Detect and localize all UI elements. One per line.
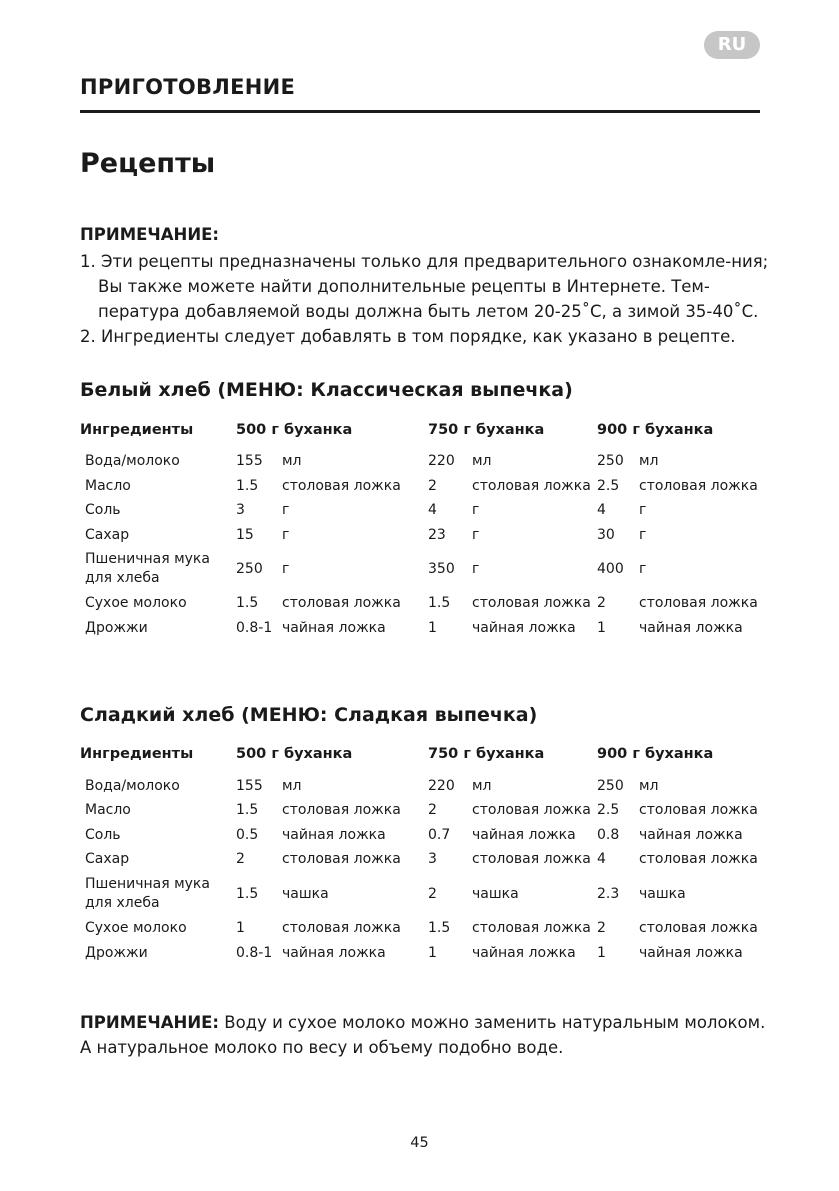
unit-900g: столовая ложка	[639, 920, 758, 936]
ingredient-name: Вода/молоко	[85, 778, 180, 794]
unit-750g: г	[472, 527, 480, 543]
unit-900g: чайная ложка	[639, 620, 743, 636]
unit-750g: г	[472, 502, 480, 518]
unit-750g: чайная ложка	[472, 620, 576, 636]
quantity-900g: 400	[597, 561, 624, 577]
quantity-500g: 15	[236, 527, 254, 543]
column-header-900g: 900 г буханка	[597, 422, 714, 438]
column-header-900g: 900 г буханка	[597, 746, 714, 762]
unit-500g: г	[282, 527, 290, 543]
section-divider	[80, 110, 760, 113]
quantity-500g: 2	[236, 851, 245, 867]
unit-900g: чайная ложка	[639, 945, 743, 961]
quantity-900g: 250	[597, 453, 624, 469]
quantity-750g: 350	[428, 561, 455, 577]
quantity-900g: 4	[597, 502, 606, 518]
quantity-750g: 1	[428, 620, 437, 636]
bottom-note-text: Воду и сухое молоко можно заменить натуральным молоком. А натуральное молоко по весу и объему подобно воде.	[80, 1013, 766, 1057]
unit-750g: чашка	[472, 886, 519, 902]
quantity-900g: 2	[597, 595, 606, 611]
unit-500g: г	[282, 561, 290, 577]
unit-500g: чайная ложка	[282, 945, 386, 961]
unit-900g: столовая ложка	[639, 851, 758, 867]
unit-750g: столовая ложка	[472, 920, 591, 936]
page-number: 45	[410, 1135, 429, 1151]
unit-750g: мл	[472, 778, 492, 794]
bottom-note-label: ПРИМЕЧАНИЕ:	[80, 1013, 219, 1032]
bottom-note	[80, 1010, 780, 1060]
quantity-750g: 0.7	[428, 827, 451, 843]
language-badge: RU	[704, 31, 760, 59]
column-header-ingredients: Ингредиенты	[80, 746, 194, 762]
unit-750g: столовая ложка	[472, 595, 591, 611]
unit-900g: г	[639, 527, 647, 543]
unit-750g: столовая ложка	[472, 851, 591, 867]
unit-500g: мл	[282, 453, 302, 469]
unit-900g: чашка	[639, 886, 686, 902]
ingredient-name-line2: для хлеба	[85, 895, 160, 911]
recipe-title-sweet-bread: Сладкий хлеб (МЕНЮ: Сладкая выпечка)	[80, 704, 538, 726]
ingredient-name: Соль	[85, 827, 121, 843]
ingredient-name: Сахар	[85, 527, 130, 543]
unit-500g: столовая ложка	[282, 802, 401, 818]
quantity-900g: 2.5	[597, 478, 620, 494]
quantity-500g: 0.8-1	[236, 945, 273, 961]
quantity-900g: 2.5	[597, 802, 620, 818]
unit-500g: чашка	[282, 886, 329, 902]
quantity-750g: 1.5	[428, 595, 451, 611]
unit-900g: столовая ложка	[639, 478, 758, 494]
quantity-500g: 155	[236, 453, 263, 469]
unit-500g: чайная ложка	[282, 620, 386, 636]
unit-750g: чайная ложка	[472, 827, 576, 843]
unit-500g: столовая ложка	[282, 851, 401, 867]
ingredient-name: Сахар	[85, 851, 130, 867]
quantity-900g: 1	[597, 620, 606, 636]
quantity-750g: 23	[428, 527, 446, 543]
unit-900g: мл	[639, 453, 659, 469]
quantity-750g: 2	[428, 886, 437, 902]
column-header-500g: 500 г буханка	[236, 422, 353, 438]
quantity-750g: 3	[428, 851, 437, 867]
ingredient-name: Сухое молоко	[85, 595, 187, 611]
quantity-750g: 2	[428, 802, 437, 818]
ingredient-name-line1: Пшеничная мука	[85, 551, 210, 567]
quantity-750g: 1	[428, 945, 437, 961]
quantity-900g: 30	[597, 527, 615, 543]
quantity-750g: 4	[428, 502, 437, 518]
quantity-500g: 1.5	[236, 802, 259, 818]
column-header-750g: 750 г буханка	[428, 422, 545, 438]
unit-500g: мл	[282, 778, 302, 794]
unit-900g: чайная ложка	[639, 827, 743, 843]
ingredient-name: Дрожжи	[85, 620, 148, 636]
unit-500g: столовая ложка	[282, 920, 401, 936]
unit-900g: г	[639, 561, 647, 577]
note-item: 2. Ингредиенты следует добавлять в том порядке, как указано в рецепте.	[80, 327, 736, 346]
quantity-750g: 2	[428, 478, 437, 494]
unit-500g: столовая ложка	[282, 595, 401, 611]
ingredient-name: Дрожжи	[85, 945, 148, 961]
unit-900g: столовая ложка	[639, 802, 758, 818]
ingredient-name: Масло	[85, 802, 131, 818]
note-label: ПРИМЕЧАНИЕ:	[80, 225, 219, 244]
note-item: 1. Эти рецепты предназначены только для предварительного ознакомле-ния; Вы также можете найти дополнительные рецепты в Интернете. Тем-пература добавляемой воды должна быть летом 20-25˚C, а зимой 35-40˚C.	[80, 252, 769, 321]
quantity-500g: 1.5	[236, 478, 259, 494]
page-title: Рецепты	[80, 148, 216, 179]
quantity-500g: 1	[236, 920, 245, 936]
quantity-900g: 250	[597, 778, 624, 794]
ingredient-name: Сухое молоко	[85, 920, 187, 936]
quantity-500g: 0.5	[236, 827, 259, 843]
unit-500g: г	[282, 502, 290, 518]
unit-900g: мл	[639, 778, 659, 794]
quantity-750g: 220	[428, 778, 455, 794]
quantity-500g: 1.5	[236, 886, 259, 902]
ingredient-name: Соль	[85, 502, 121, 518]
column-header-ingredients: Ингредиенты	[80, 422, 194, 438]
quantity-900g: 1	[597, 945, 606, 961]
unit-900g: столовая ложка	[639, 595, 758, 611]
unit-750g: чайная ложка	[472, 945, 576, 961]
quantity-900g: 2	[597, 920, 606, 936]
unit-750g: мл	[472, 453, 492, 469]
column-header-750g: 750 г буханка	[428, 746, 545, 762]
quantity-500g: 1.5	[236, 595, 259, 611]
unit-500g: чайная ложка	[282, 827, 386, 843]
unit-750g: столовая ложка	[472, 478, 591, 494]
quantity-500g: 250	[236, 561, 263, 577]
quantity-750g: 220	[428, 453, 455, 469]
section-heading: ПРИГОТОВЛЕНИЕ	[80, 75, 296, 99]
quantity-900g: 4	[597, 851, 606, 867]
ingredient-name: Вода/молоко	[85, 453, 180, 469]
ingredient-name: Масло	[85, 478, 131, 494]
quantity-500g: 155	[236, 778, 263, 794]
quantity-900g: 0.8	[597, 827, 620, 843]
quantity-500g: 0.8-1	[236, 620, 273, 636]
unit-500g: столовая ложка	[282, 478, 401, 494]
quantity-500g: 3	[236, 502, 245, 518]
column-header-500g: 500 г буханка	[236, 746, 353, 762]
ingredient-name-line1: Пшеничная мука	[85, 876, 210, 892]
quantity-750g: 1.5	[428, 920, 451, 936]
unit-750g: столовая ложка	[472, 802, 591, 818]
note-list	[80, 249, 780, 349]
ingredient-name-line2: для хлеба	[85, 570, 160, 586]
recipe-title-white-bread: Белый хлеб (МЕНЮ: Классическая выпечка)	[80, 379, 573, 401]
quantity-900g: 2.3	[597, 886, 620, 902]
unit-750g: г	[472, 561, 480, 577]
unit-900g: г	[639, 502, 647, 518]
